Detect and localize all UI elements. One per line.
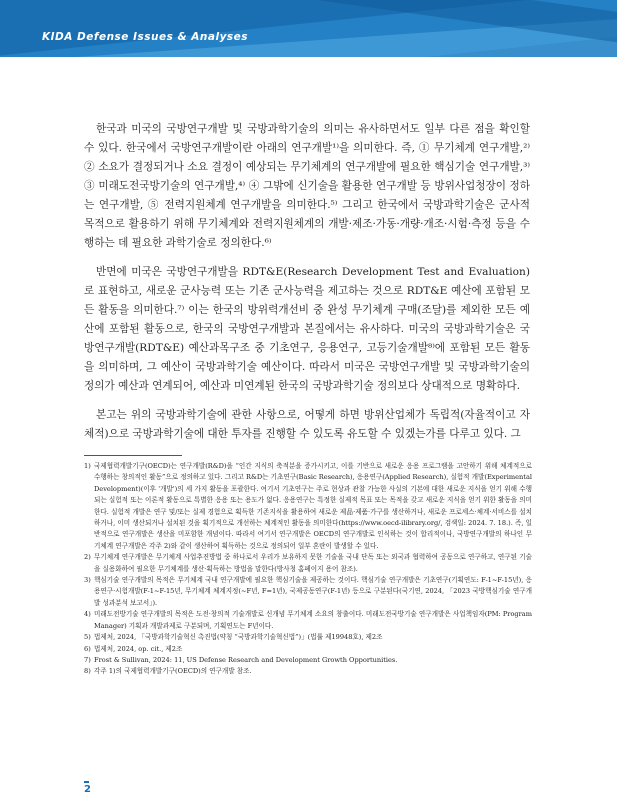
- footnote-number: 4): [84, 610, 91, 619]
- footnote: [84, 632, 532, 643]
- footnote: [84, 575, 532, 609]
- footnote: [84, 655, 532, 666]
- footnote-number: 7): [84, 655, 91, 664]
- footnote-text: 국제협력개발기구(OECD)는 연구개발(R&D)을 “인간 지식의 축적분을 증가시키고, 이를 기반으로 새로운 응용 프로그램을 고안하기 위해 체계적으로 수행하는 창의적인 활동”으로 정의하고 있다. 그리고 R&D는 기초연구(Basic Research), 응용연구(Applied Research), 실험적 개발(Experimental Development)(이후 '개발')의 세 가지 활동을 포괄한다. 여기서 기초연구는 주로 현상과 관찰 가능한 사실의 기본에 대한 새로운 지식을 얻기 위해 수행되는 실험적 또는 이론적 활동으로 특별한 응용 또는 용도가 없다. 응용연구는 특정한 실제적 목표 또는 목적을 갖고 새로운 지식을 얻기 위한 활동을 의미한다. 실험적 개발은 연구 및/또는 실제 경험으로 획득한 기존지식을 활용하여 새로운 제品·제품·가구를 생산하거나, 새로운 프로세스·체계·서비스를 설치하거나, 이미 생산되거나 설치된 것을 획기적으로 개선하는 체계적인 활동을 의미한다(https://www.oecd-ilibrary.org/, 검색일: 2024. 7. 18.). 즉, 일반적으로 연구개발은 생산을 미포함한 개념이다. 따라서 여기서 연구개발은 OECD의 연구개발로 인식하는 것이 합리적이나, 국방연구개발의 하나인 무기체계 연구개발은 각주 2)와 같이 생산하여 획득하는 것으로 정의되어 일부 혼란이 발생할 수 있다.: [94, 462, 532, 550]
- footnote-number: 3): [84, 576, 91, 585]
- footnote-text: 법제처, 2024, op. cit., 제2조: [94, 644, 183, 653]
- paragraph: 반면에 미국은 국방연구개발을 RDT&E(Research Development Test and Evaluation)로 표현하고, 새로운 군사능력 또는 기존 군사능력을 제고하는 것으로 RDT&E 예산에 포함된 모든 활동을 의미한다.⁷⁾ 이는 한국의 방위력개선비 중 완성 무기체계 구매(조달)를 제외한 모든 예산에 포함된 활동으로, 한국의 국방연구개발과 본질에서는 유사하다. 미국의 국방과학기술은 국방연구개발(RDT&E) 예산과목구조 중 기초연구, 응용연구, 고등기술개발⁸⁾에 포함된 모든 활동을 의미하며, 그 예산이 국방과학기술 예산이다. 따라서 미국은 국방연구개발 및 국방과학기술의 정의가 예산과 연계되어, 예산과 미연계된 한국의 국방과학기술 정의보다 상대적으로 명확하다.: [84, 266, 530, 392]
- footnote: [84, 666, 532, 677]
- footnote-number: 5): [84, 633, 91, 642]
- footnote-text: 핵심기술 연구개발의 목적은 무기체계 국내 연구개발에 필요한 핵심기술을 제공하는 것이다. 핵심기술 연구개발은 기초연구(기획연도: F-1~F-15년), 응용연구·시험개발(F-1~F-15년, 무기체계 체계지정(~F년, F=1년), 국제공동연구(F-1년) 등으로 구분된다(국기연, 2024, 「2023 국방핵심기술 연구개발 성과분석 보고서」).: [94, 576, 532, 607]
- paragraph: 한국과 미국의 국방연구개발 및 국방과학기술의 의미는 유사하면서도 일부 다른 점을 확인할 수 있다. 한국에서 국방연구개발이란 아래의 연구개발¹⁾을 의미한다. 즉, ① 무기체계 연구개발,²⁾ ② 소요가 결정되거나 소요 결정이 예상되는 무기체계의 연구개발에 필요한 핵심기술 연구개발,³⁾ ③ 미래도전국방기술의 연구개발,⁴⁾ ④ 그밖에 신기술을 활용한 연구개발 등 방위사업청장이 정하는 연구개발, ⑤ 전력지원체계 연구개발을 의미한다.⁵⁾ 그리고 한국에서 국방과학기술은 군사적 목적으로 활용하기 위해 무기체계와 전력지원체계의 개발·제조·가동·개량·개조·시험·측정 등을 수행하는 데 필요한 과학기술로 정의한다.⁶⁾: [84, 123, 530, 249]
- footnote-text: Frost & Sullivan, 2024: 11, US Defense Research and Development Growth Opportunities.: [94, 655, 398, 664]
- page-number: 2: [84, 784, 91, 795]
- footnote-text: 무기체계 연구개발은 무기체계 사업추진방법 중 하나로서 우리가 보유하지 못한 기술을 국내 단독 또는 외국과 협력하여 공동으로 연구하고, 연구된 기술을 실용화하여 필요한 무기체계를 생산·획득하는 방법을 말한다(방사청 홈페이지 용어 참조).: [94, 553, 532, 573]
- body-text: [84, 120, 530, 444]
- footnote-separator: [84, 455, 182, 456]
- footnote: [84, 609, 532, 632]
- footnote-number: 2): [84, 553, 91, 562]
- footnotes: [84, 461, 532, 678]
- footnote: [84, 644, 532, 655]
- header-banner: [0, 0, 617, 57]
- footnote-number: 6): [84, 644, 91, 653]
- page-number-marker: [84, 781, 89, 783]
- footnote: [84, 552, 532, 575]
- footnote-number: 1): [84, 462, 91, 470]
- paragraph: 본고는 위의 국방과학기술에 관한 사항으로, 어떻게 하면 방위산업체가 독립적(자율적이고 자체적)으로 국방과학기술에 대한 투자를 진행할 수 있도록 유도할 수 있겠는가를 다루고 있다. 그: [84, 409, 530, 440]
- footnote-text: 각주 1)의 국제협력개발기구(OECD)의 연구개발 참조.: [94, 667, 252, 676]
- footnote-text: 법제처, 2024, 「국방과학기술혁신 촉진법(약칭 “국방과학기술혁신법”)」(법률 제19948호), 제2조: [94, 633, 383, 642]
- publication-title: KIDA Defense Issues & Analyses: [42, 31, 249, 43]
- footnote-text: 미래도전방기술 연구개발의 목적은 도전·창의적 기술개발로 신개념 무기체계 소요의 창출이다. 미래도전국방기술 연구개발은 사업책임자(PM: Program Manager) 기획과 개발과제로 구분되며, 기획연도는 F년이다.: [94, 610, 532, 630]
- footnote: [84, 461, 532, 552]
- footnote-number: 8): [84, 667, 91, 676]
